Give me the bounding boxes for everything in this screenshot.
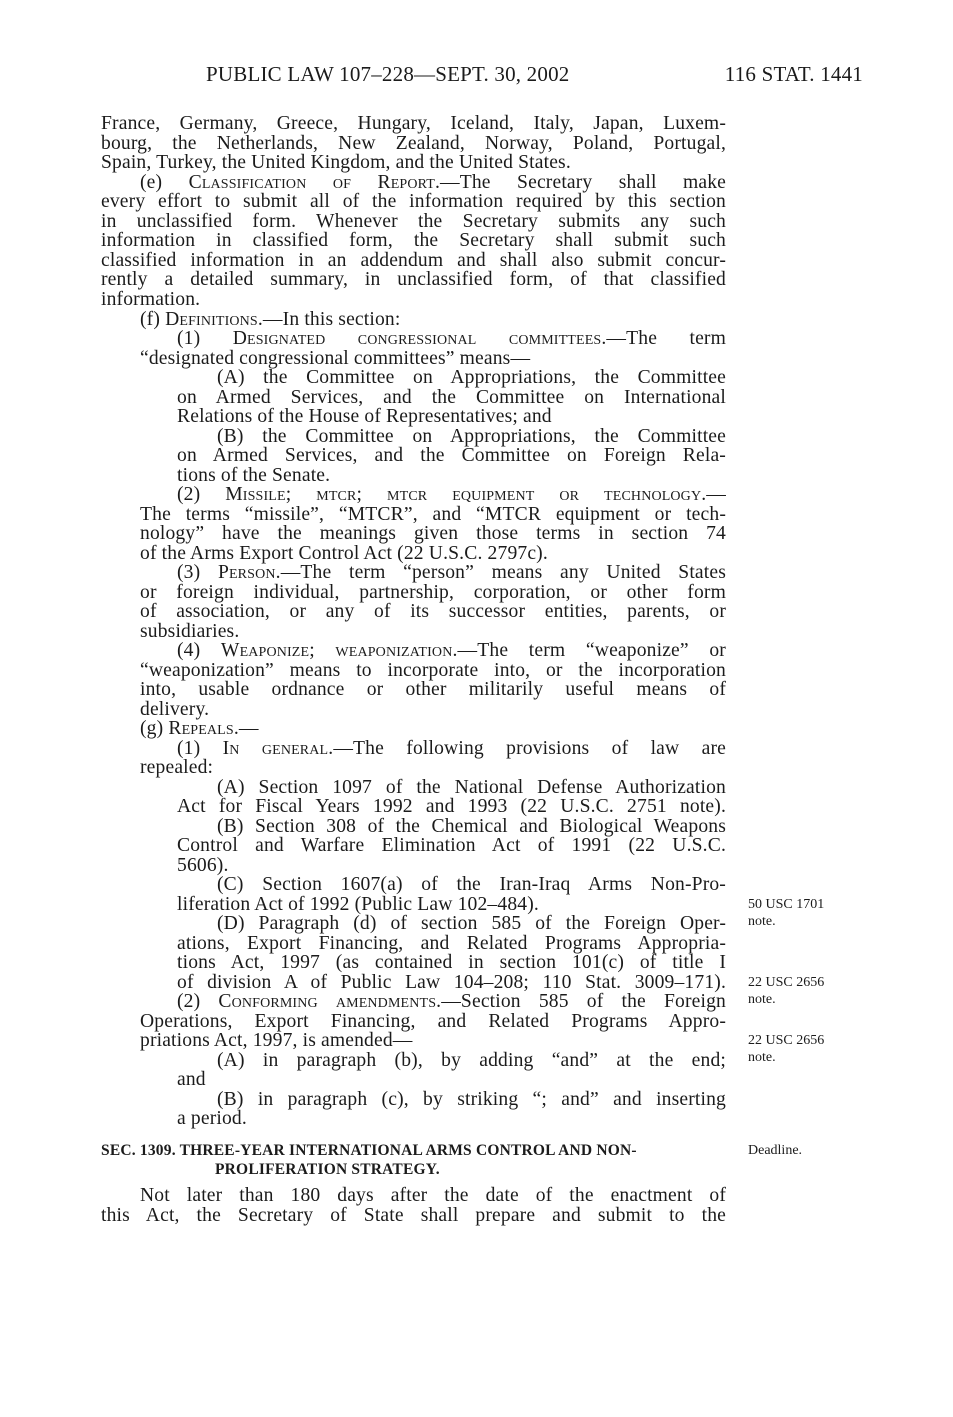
body-line: of association, or any of its successor entities, parents, or bbox=[140, 601, 726, 622]
body-line: information in classified form, the Secretary shall submit such bbox=[101, 230, 726, 251]
body-line: (D) Paragraph (d) of section 585 of the Foreign Oper- bbox=[217, 913, 726, 934]
paragraph-heading: Conforming amendments bbox=[218, 991, 437, 1012]
body-line: (4) Weaponize; weaponization.—The term “weaponize” or bbox=[177, 640, 726, 661]
paragraph-heading: Designated congressional committees bbox=[232, 328, 602, 349]
body-line: on Armed Services, and the Committee on Foreign Rela- bbox=[177, 445, 726, 466]
body-line: (A) in paragraph (b), by adding “and” at the end; bbox=[217, 1050, 726, 1071]
body-line: and bbox=[177, 1069, 206, 1090]
body-line: (3) Person.—The term “person” means any United States bbox=[177, 562, 726, 583]
body-line: (A) the Committee on Appropriations, the Committee bbox=[217, 367, 726, 388]
section-heading-cont: PROLIFERATION STRATEGY. bbox=[215, 1161, 440, 1178]
body-line: Control and Warfare Elimination Act of 1991 (22 U.S.C. bbox=[177, 835, 726, 856]
body-line: in unclassified form. Whenever the Secretary submits any such bbox=[101, 211, 726, 232]
body-line: France, Germany, Greece, Hungary, Iceland, Italy, Japan, Luxem- bbox=[101, 113, 726, 134]
body-line: of division A of Public Law 104–208; 110 Stat. 3009–171). bbox=[177, 972, 726, 993]
body-line: “weaponization” means to incorporate into, or the incorporation bbox=[140, 660, 726, 681]
margin-note: note. bbox=[748, 914, 776, 929]
body-line: (1) Designated congressional committees.—The term bbox=[177, 328, 726, 349]
margin-note-deadline: Deadline. bbox=[748, 1143, 803, 1158]
body-line: repealed: bbox=[140, 757, 214, 778]
body-line: (1) In general.—The following provisions of law are bbox=[177, 738, 726, 759]
body-line: on Armed Services, and the Committee on International bbox=[177, 387, 726, 408]
body-line: rently a detailed summary, in unclassified form, of that classified bbox=[101, 269, 726, 290]
body-line: (2) Conforming amendments.—Section 585 of the Foreign bbox=[177, 991, 726, 1012]
body-line: priations Act, 1997, is amended— bbox=[140, 1030, 413, 1051]
body-line: into, usable ordnance or other militarily useful means of bbox=[140, 679, 726, 700]
body-line: classified information in an addendum and shall also submit concur- bbox=[101, 250, 726, 271]
body-line: liferation Act of 1992 (Public Law 102–484). bbox=[177, 894, 539, 915]
body-line: nology” have the meanings given those terms in section 74 bbox=[140, 523, 726, 544]
body-line: subsidiaries. bbox=[140, 621, 240, 642]
body-line: (e) Classification of Report.—The Secretary shall make bbox=[140, 172, 726, 193]
section-body-line: this Act, the Secretary of State shall prepare and submit to the bbox=[101, 1205, 726, 1226]
body-line: (f) Definitions.—In this section: bbox=[140, 309, 401, 330]
margin-note: note. bbox=[748, 992, 776, 1007]
paragraph-heading: Missile; mtcr; mtcr equipment or technology bbox=[225, 484, 702, 505]
section-body-line: Not later than 180 days after the date of the enactment of bbox=[140, 1185, 726, 1206]
body-line: Spain, Turkey, the United Kingdom, and the United States. bbox=[101, 152, 571, 173]
body-line: Relations of the House of Representatives; and bbox=[177, 406, 552, 427]
body-line: or foreign individual, partnership, corporation, or other form bbox=[140, 582, 726, 603]
body-line: tions of the Senate. bbox=[177, 465, 331, 486]
body-line: (B) Section 308 of the Chemical and Biological Weapons bbox=[217, 816, 726, 837]
body-line: (B) in paragraph (c), by striking “; and” and inserting bbox=[217, 1089, 726, 1110]
running-header-left: PUBLIC LAW 107–228—SEPT. 30, 2002 bbox=[206, 62, 570, 86]
body-line: “designated congressional committees” means— bbox=[140, 348, 531, 369]
running-header-page: 116 STAT. 1441 bbox=[724, 62, 863, 86]
body-line: (A) Section 1097 of the National Defense Authorization bbox=[217, 777, 726, 798]
body-line: bourg, the Netherlands, New Zealand, Norway, Poland, Portugal, bbox=[101, 133, 726, 154]
body-line: information. bbox=[101, 289, 201, 310]
margin-note: 22 USC 2656 bbox=[748, 1033, 825, 1048]
body-line: The terms “missile”, “MTCR”, and “MTCR equipment or tech- bbox=[140, 504, 726, 525]
paragraph-heading: Person bbox=[217, 562, 276, 583]
margin-note: 22 USC 2656 bbox=[748, 975, 825, 990]
body-line: a period. bbox=[177, 1108, 247, 1129]
body-line: every effort to submit all of the information required by this section bbox=[101, 191, 726, 212]
margin-note: note. bbox=[748, 1050, 776, 1065]
margin-note: 50 USC 1701 bbox=[748, 897, 825, 912]
body-line: (B) the Committee on Appropriations, the Committee bbox=[217, 426, 726, 447]
body-line: (2) Missile; mtcr; mtcr equipment or technology.— bbox=[177, 484, 726, 505]
paragraph-heading: Classification of Report bbox=[188, 172, 435, 193]
paragraph-heading: Definitions bbox=[165, 309, 258, 330]
section-heading: SEC. 1309. THREE-YEAR INTERNATIONAL ARMS CONTROL AND NON- bbox=[101, 1142, 637, 1159]
paragraph-heading: Repeals bbox=[168, 718, 234, 739]
body-line: 5606). bbox=[177, 855, 229, 876]
body-line: Act for Fiscal Years 1992 and 1993 (22 U.S.C. 2751 note). bbox=[177, 796, 726, 817]
body-line: (g) Repeals.— bbox=[140, 718, 259, 739]
body-line: ations, Export Financing, and Related Programs Appropria- bbox=[177, 933, 726, 954]
body-line: Operations, Export Financing, and Related Programs Appro- bbox=[140, 1011, 726, 1032]
body-line: delivery. bbox=[140, 699, 210, 720]
body-line: of the Arms Export Control Act (22 U.S.C. 2797c). bbox=[140, 543, 548, 564]
body-line: tions Act, 1997 (as contained in section 101(c) of title I bbox=[177, 952, 726, 973]
paragraph-heading: Weaponize; weaponization bbox=[220, 640, 453, 661]
paragraph-heading: In general bbox=[222, 738, 329, 759]
body-line: (C) Section 1607(a) of the Iran-Iraq Arms Non-Pro- bbox=[217, 874, 726, 895]
